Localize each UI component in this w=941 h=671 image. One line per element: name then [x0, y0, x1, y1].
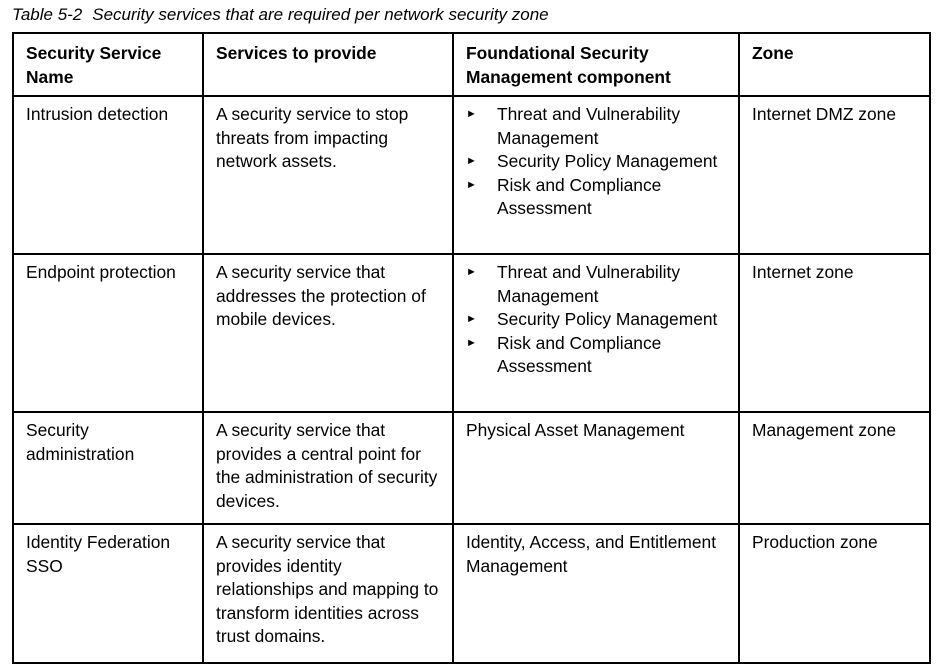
bullet-triangle-icon: ►: [466, 313, 477, 326]
bullet-triangle-icon: ►: [466, 108, 477, 120]
table-row: [13, 524, 930, 663]
list-item: [466, 308, 730, 332]
security-services-table: [12, 32, 931, 664]
service-name-cell: Endpoint protection: [13, 254, 203, 412]
header-row: [13, 33, 930, 96]
service-description-cell: A security service that provides a central point for the administration of security devices.: [203, 412, 453, 524]
list-item: [466, 261, 730, 308]
component-list: [466, 261, 730, 379]
component-text: Security Policy Management: [497, 151, 718, 172]
table-title: Security services that are required per network security zone: [92, 5, 549, 24]
header-services-to-provide: Services to provide: [203, 33, 453, 96]
service-description-cell: A security service to stop threats from impacting network assets.: [203, 96, 453, 254]
component-text: Threat and Vulnerability Management: [497, 104, 681, 148]
bullet-triangle-icon: ►: [466, 336, 477, 349]
table-row: [13, 96, 930, 254]
header-security-service-name: Security Service Name: [13, 33, 203, 96]
service-name-cell: Identity Federation SSO: [13, 524, 203, 663]
service-name-cell: Intrusion detection: [13, 96, 203, 254]
list-item: [466, 103, 730, 150]
component-cell: Identity, Access, and Entitlement Management: [453, 524, 739, 663]
service-description-cell: A security service that addresses the protection of mobile devices.: [203, 254, 453, 412]
zone-cell: Internet DMZ zone: [739, 96, 930, 254]
list-item: [466, 332, 730, 379]
component-text: Risk and Compliance Assessment: [497, 174, 662, 219]
table-caption: [12, 5, 549, 25]
bullet-triangle-icon: ►: [466, 155, 477, 168]
header-zone: Zone: [739, 33, 930, 96]
component-text: Risk and Compliance Assessment: [497, 332, 662, 377]
service-name-cell: Security administration: [13, 412, 203, 524]
bullet-triangle-icon: ►: [466, 266, 477, 278]
zone-cell: Internet zone: [739, 254, 930, 412]
zone-cell: Production zone: [739, 524, 930, 663]
header-foundational-component: Foundational Security Management component: [453, 33, 739, 96]
zone-cell: Management zone: [739, 412, 930, 524]
bullet-triangle-icon: ►: [466, 178, 477, 191]
list-item: [466, 174, 730, 221]
service-description-cell: A security service that provides identity relationships and mapping to transform identities across trust domains.: [203, 524, 453, 663]
table-number: Table 5-2: [12, 5, 83, 24]
component-cell: [453, 96, 739, 254]
component-list: [466, 103, 730, 221]
list-item: [466, 150, 730, 174]
component-cell: [453, 254, 739, 412]
component-text: Threat and Vulnerability Management: [497, 262, 681, 306]
table-row: [13, 412, 930, 524]
table-row: [13, 254, 930, 412]
component-cell: Physical Asset Management: [453, 412, 739, 524]
component-text: Security Policy Management: [497, 309, 718, 330]
